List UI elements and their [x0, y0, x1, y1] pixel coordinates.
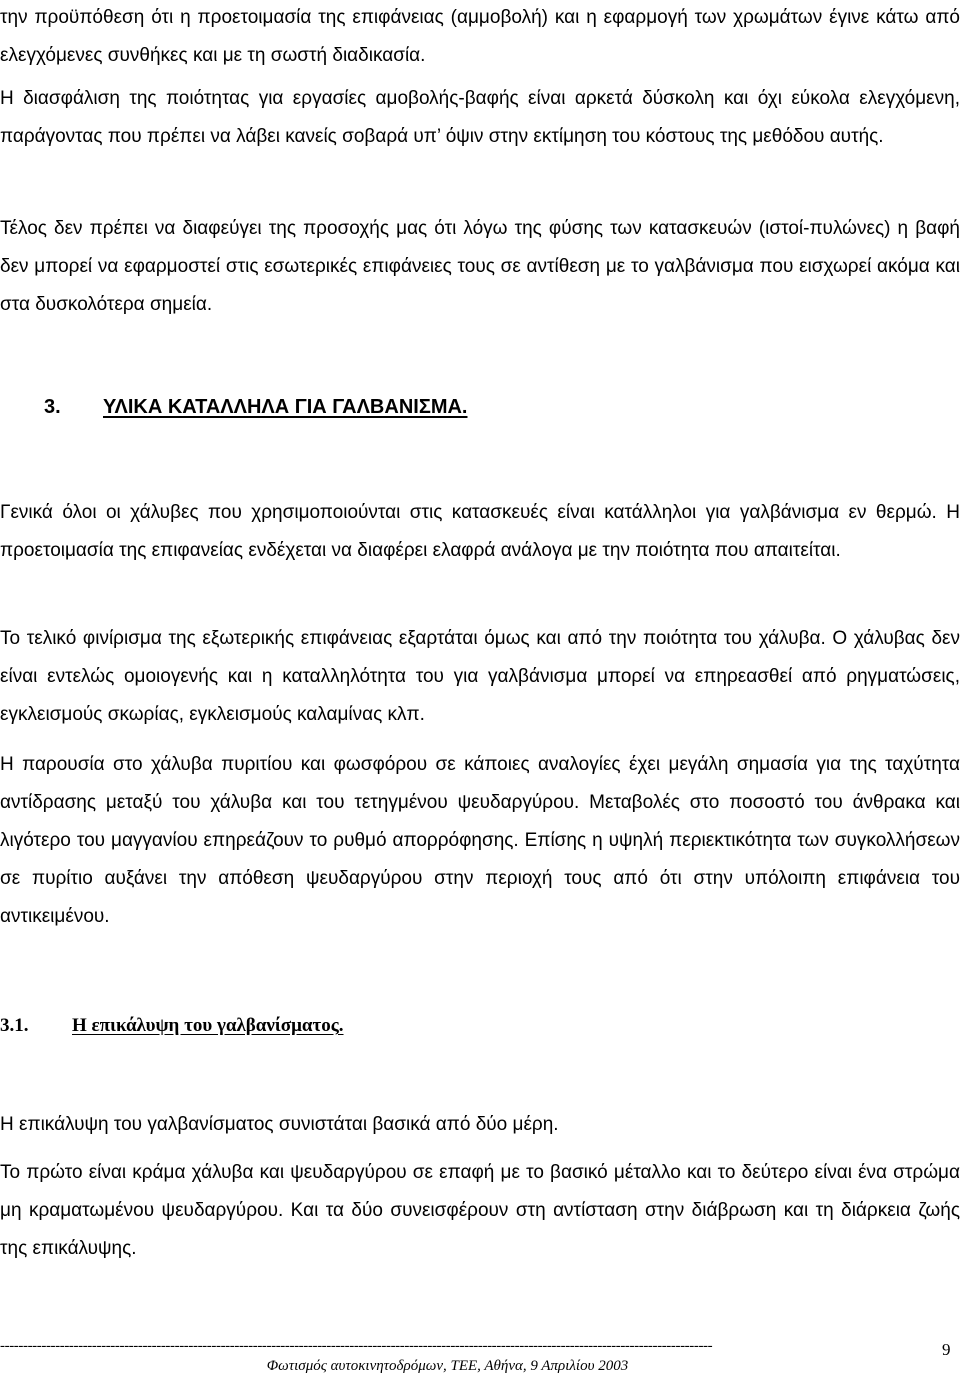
- subsection-number: 3.1.: [0, 1015, 29, 1036]
- paragraph-silicon-phosphorus: Η παρουσία στο χάλυβα πυριτίου και φωσφόρου σε κάποιες αναλογίες έχει μεγάλη σημασία για της ταχύτητα αντίδρασης μεταξύ του χάλυβα και του τετηγμένου ψευδαργύρου. Μεταβολές στο ποσοστό του άνθρακα και λιγότερο του μαγγανίου επηρεάζουν το ρυθμό απορρόφησης. Επίσης η υψηλή περιεκτικότητα των συγκολλήσεων σε πυρίτιο αυξάνει την απόθεση ψευδαργύρου στην περιοχή τους από ότι στην υπόλοιπη επιφάνεια του αντικειμένου.: [0, 754, 960, 927]
- paragraph-intro-continuation: την προϋπόθεση ότι η προετοιμασία της επιφάνειας (αμμοβολή) και η εφαρμογή των χρωμάτων έγινε κάτω από ελεγχόμενες συνθήκες και με τη σωστή διαδικασία.: [0, 7, 960, 66]
- section-number: 3.: [44, 396, 61, 418]
- page-number: 9: [942, 1340, 951, 1359]
- paragraph-steel-suitability: Γενικά όλοι οι χάλυβες που χρησιμοποιούνται στις κατασκευές είναι κατάλληλοι για γαλβάνισμα εν θερμώ. Η προετοιμασία της επιφανείας ενδέχεται να διαφέρει ελαφρά ανάλογα με την ποιότητα που απαιτείται.: [0, 502, 960, 561]
- paragraph-coating-parts: Η επικάλυψη του γαλβανίσματος συνιστάται βασικά από δύο μέρη.: [0, 1114, 559, 1135]
- footer-text: Φωτισμός αυτοκινητοδρόμων, ΤΕΕ, Αθήνα, 9 Απριλίου 2003: [266, 1358, 629, 1374]
- paragraph-internal-surfaces: Τέλος δεν πρέπει να διαφεύγει της προσοχής μας ότι λόγω της φύσης των κατασκευών (ιστοί-πυλώνες) η βαφή δεν μπορεί να εφαρμοστεί στις εσωτερικές επιφάνειες τους σε αντίθεση με το γαλβάνισμα που εισχωρεί ακόμα και στα δυσκολότερα σημεία.: [0, 218, 960, 315]
- paragraph-coating-layers: Το πρώτο είναι κράμα χάλυβα και ψευδαργύρου σε επαφή με το βασικό μέταλλο και το δεύτερο είναι ένα στρώμα μη κραματωμένου ψευδαργύρου. Και τα δύο συνεισφέρουν στη αντίσταση στην διάβρωση και τη διάρκεια ζωής της επικάλυψης.: [0, 1162, 960, 1259]
- section-title: ΥΛΙΚΑ ΚΑΤΑΛΛΗΛΑ ΓΙΑ ΓΑΛΒΑΝΙΣΜΑ.: [103, 396, 468, 418]
- paragraph-surface-finish: Το τελικό φινίρισμα της εξωτερικής επιφάνειας εξαρτάται όμως και από την ποιότητα του χάλυβα. Ο χάλυβας δεν είναι εντελώς ομοιογενής και η καταλληλότητα του για γαλβάνισμα μπορεί να επηρεασθεί από ρηγματώσεις, εγκλεισμούς σκωρίας, εγκλεισμούς καλαμίνας κλπ.: [0, 628, 960, 725]
- subsection-title: Η επικάλυψη του γαλβανίσματος.: [72, 1015, 344, 1036]
- paragraph-quality-assurance: Η διασφάλιση της ποιότητας για εργασίες αμοβολής-βαφής είναι αρκετά δύσκολη και όχι εύκολα ελεγχόμενη, παράγοντας που πρέπει να λάβει κανείς σοβαρά υπ’ όψιν στην εκτίμηση του κόστους της μεθόδου αυτής.: [0, 88, 960, 147]
- footer-rule: -----------------------------------------------------------------------------------------------------------------------------------------------------------: [0, 1338, 713, 1354]
